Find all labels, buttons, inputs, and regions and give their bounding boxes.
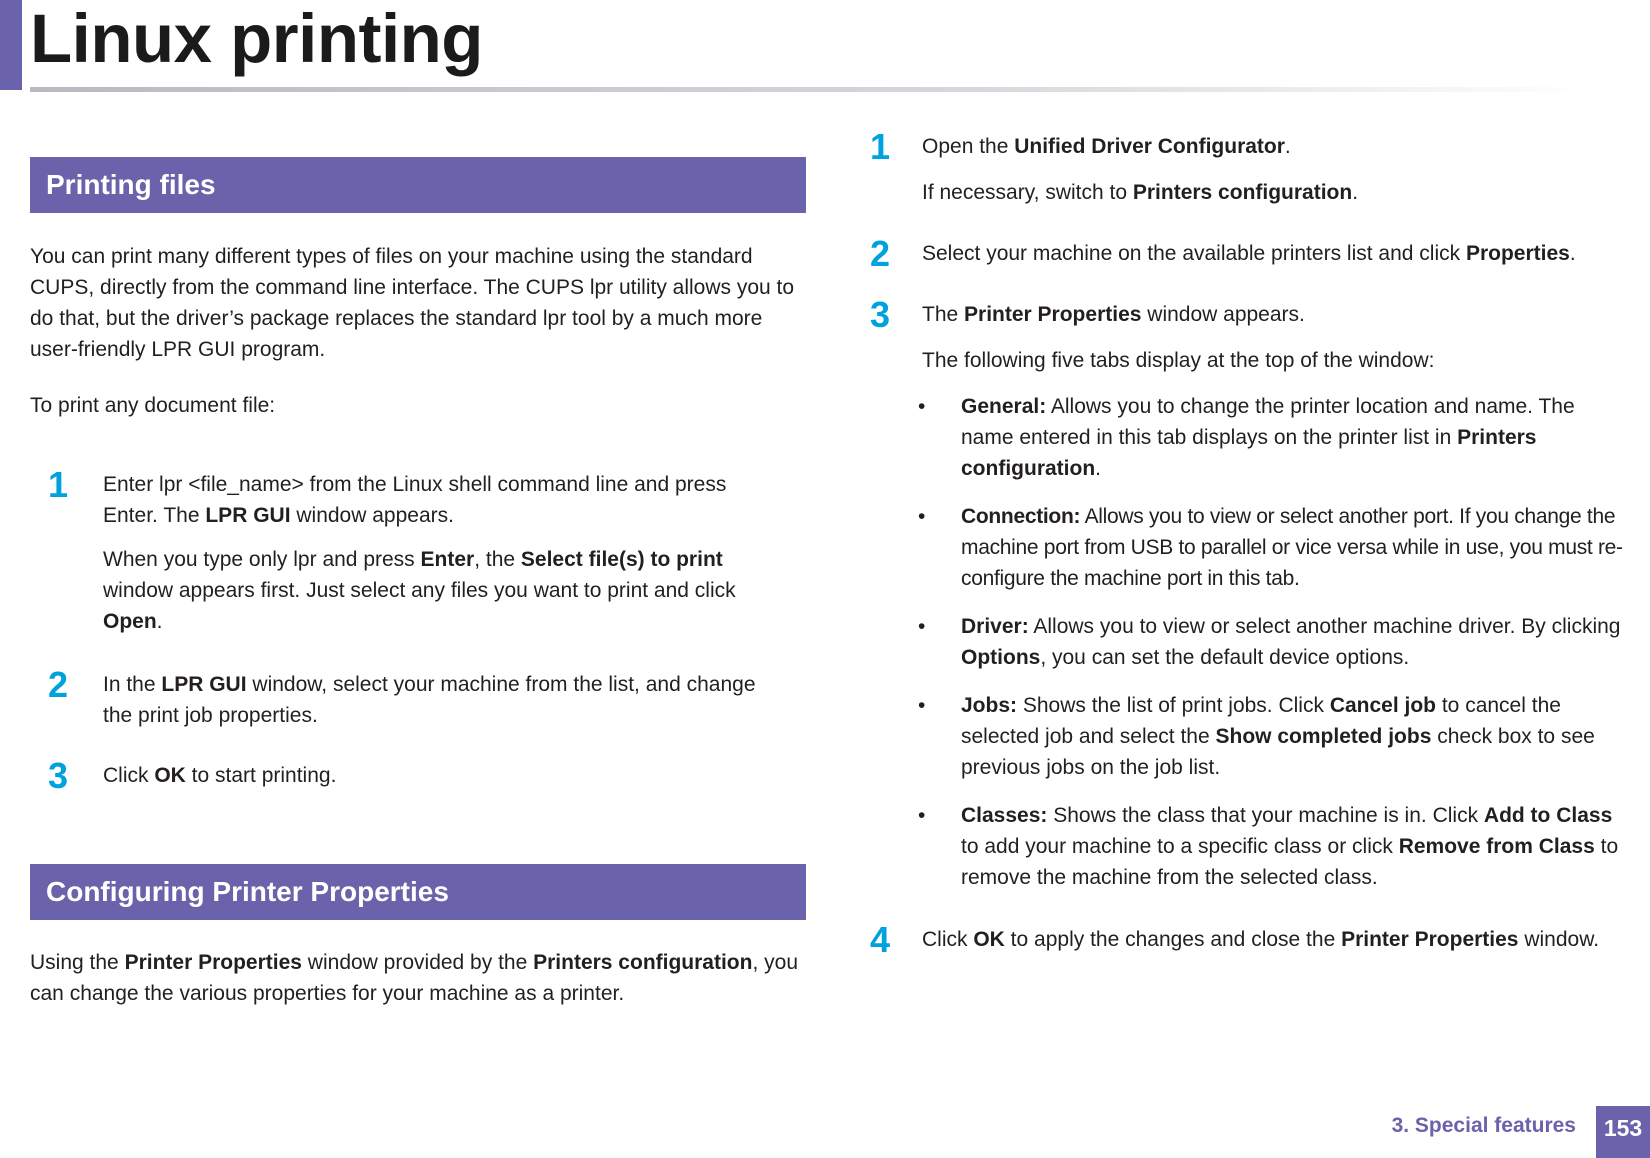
bullet-text: Jobs: Shows the list of print jobs. Click Cancel job to cancel the selected job and select the Show completed jobs check box to see previous jobs on the job list. (961, 694, 1595, 779)
title-accent-bar (0, 0, 22, 90)
bullet-text: General: Allows you to change the printer location and name. The name entered in this tab displays on the printer list in Printers configuration. (961, 395, 1575, 480)
page-number-badge: 153 (1596, 1106, 1650, 1158)
step-text: The Printer Properties window appears. (922, 303, 1305, 326)
step-text: Select your machine on the available printers list and click Properties. (922, 242, 1576, 265)
step-number: 3 (870, 294, 891, 335)
bullet-text: Driver: Allows you to view or select another machine driver. By clicking Options, you can set the default device options. (961, 615, 1621, 669)
step-text: Click OK to apply the changes and close the Printer Properties window. (922, 928, 1600, 951)
step-note: When you type only lpr and press Enter, the Select file(s) to print window appears first. Just select any files you want to print and click Open. (103, 548, 736, 633)
step-text: Enter lpr <file_name> from the Linux shell command line and press Enter. The LPR GUI window appears. (103, 473, 727, 527)
bullet-text: Classes: Shows the class that your machine is in. Click Add to Class to add your machine to a specific class or click Remove from Class to remove the machine from the selected class. (961, 804, 1619, 889)
step-number: 2 (48, 664, 69, 705)
printing-intro-paragraph: You can print many different types of files on your machine using the standard CUPS, directly from the command line interface. The CUPS lpr utility allows you to do that, but the driver’s package replaces the standard lpr tool by a much more user-friendly LPR GUI program. (30, 245, 795, 361)
step-text: Click OK to start printing. (103, 764, 337, 787)
bullet-marker: • (918, 615, 926, 638)
section-heading: Configuring Printer Properties (46, 876, 449, 907)
step-number: 3 (48, 755, 69, 796)
bullet-marker: • (918, 804, 926, 827)
step-text: Open the Unified Driver Configurator. (922, 135, 1291, 158)
bullet-marker: • (918, 505, 926, 528)
step-text: In the LPR GUI window, select your machine from the list, and change the print job properties. (103, 673, 756, 727)
section-header-configuring-printer-properties (30, 864, 806, 920)
section-heading: Printing files (46, 169, 216, 200)
bullet-marker: • (918, 694, 926, 717)
section-header-printing-files (30, 157, 806, 213)
step-number: 1 (870, 126, 891, 167)
bullet-marker: • (918, 395, 926, 418)
configuring-intro-paragraph: Using the Printer Properties window provided by the Printers configuration, you can change the various properties for your machine as a printer. (30, 951, 798, 1005)
footer-chapter-label: 3. Special features (1391, 1114, 1576, 1137)
step-note: If necessary, switch to Printers configuration. (922, 181, 1359, 204)
step-number: 1 (48, 464, 69, 505)
printing-lead-paragraph: To print any document file: (30, 394, 276, 417)
step-note: The following five tabs display at the top of the window: (922, 349, 1435, 372)
step-number: 4 (870, 919, 891, 960)
bullet-text: Connection: Allows you to view or select another port. If you change the machine port from USB to parallel or vice versa while in use, you must re-configure the machine port in this tab. (961, 505, 1623, 590)
title-divider (30, 87, 1590, 92)
page-title: Linux printing (30, 0, 483, 77)
step-number: 2 (870, 233, 891, 274)
